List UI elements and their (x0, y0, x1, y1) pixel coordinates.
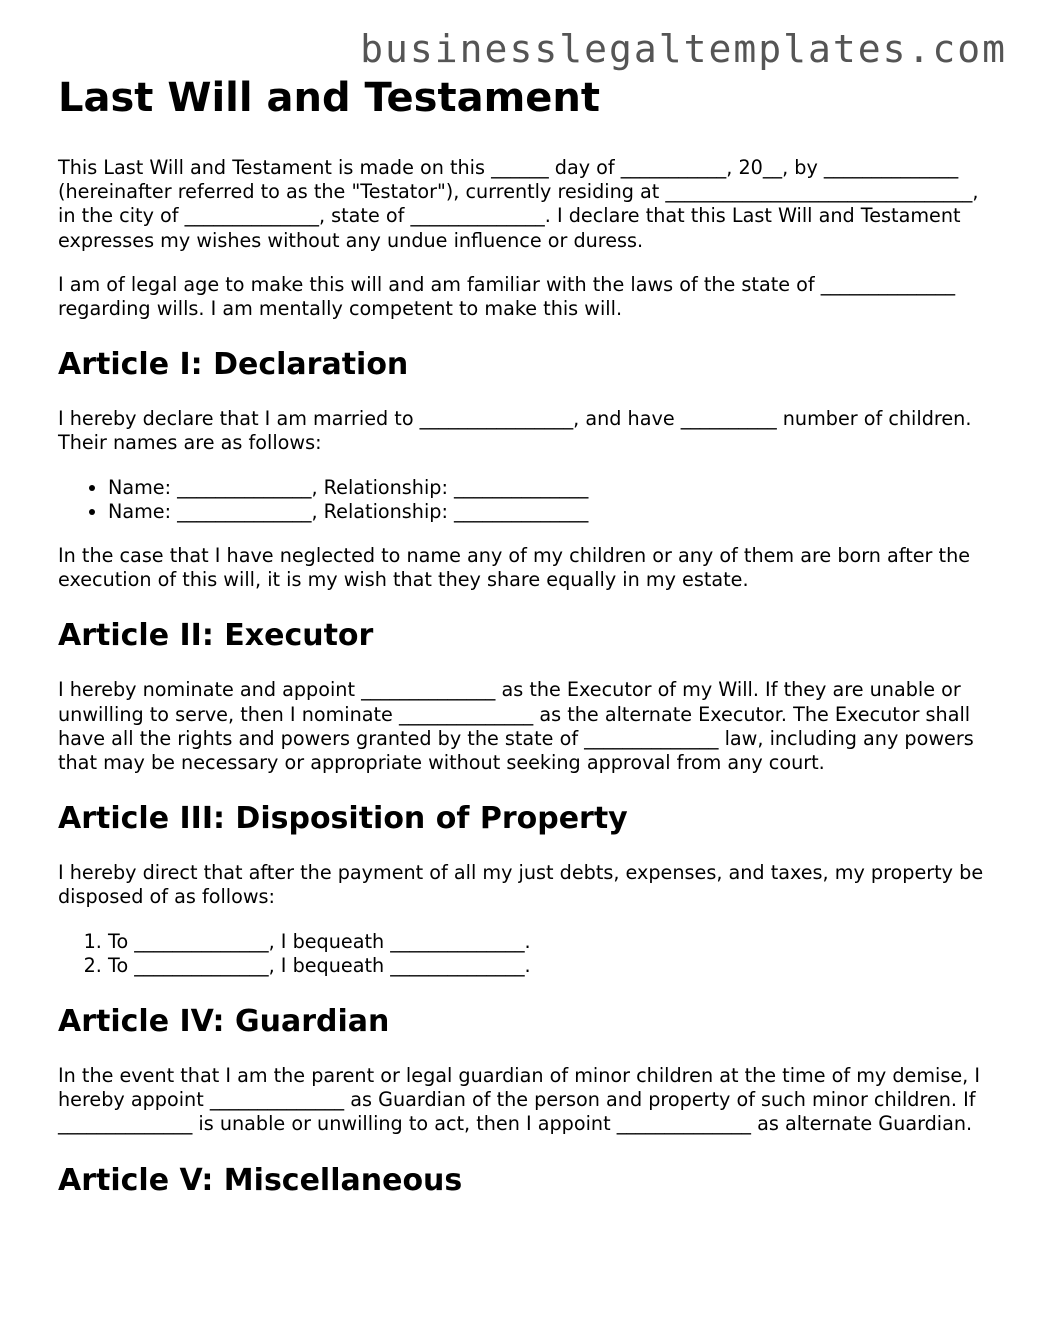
article-paragraph: I hereby nominate and appoint ______________ as the Executor of my Will. If they are unable or unwilling to serve, then I nominate ______________ as the alternate Executor. The Executor shall have all the rights and powers granted by the state of ______________ law, including any powers that may be necessary or appropriate without seeking approval from any court. (58, 678, 974, 775)
article-paragraph: I hereby declare that I am married to ________________, and have __________ number of children. Their names are as follows: (58, 407, 972, 455)
article-heading: Article I: Declaration (58, 347, 409, 383)
article-heading: Article II: Executor (58, 618, 374, 654)
list-item: • Name: ______________, Relationship: ______________ (108, 500, 988, 524)
list-item: • Name: ______________, Relationship: ______________ (108, 476, 988, 500)
bequest-list (58, 930, 988, 978)
article-heading: Article IV: Guardian (58, 1004, 390, 1040)
article-paragraph: In the event that I am the parent or legal guardian of minor children at the time of my demise, I hereby appoint ______________ as Guardian of the person and property of such minor children. If ______________ is unable or unwilling to act, then I appoint ______________ as alternate Guardian. (58, 1064, 981, 1136)
document-body (58, 74, 988, 1223)
intro-paragraph-2: I am of legal age to make this will and am familiar with the laws of the state of ______________ regarding wills. I am mentally competent to make this will. (58, 272, 956, 321)
list-item: 2. To ______________, I bequeath ______________. (108, 954, 988, 978)
watermark: businesslegaltemplates.com (360, 27, 1007, 71)
article-executor (58, 618, 988, 775)
article-guardian (58, 1004, 988, 1137)
children-list (58, 476, 988, 524)
intro-paragraph-1: This Last Will and Testament is made on this ______ day of ___________, 20__, by ______________ (hereinafter referred to as the "Testator"), currently residing at ________________________________, in the city of ______________, state of ______________. I declare that this Last Will and Testament expresses my wishes without any undue influence or duress. (58, 156, 979, 252)
article-miscellaneous (58, 1163, 988, 1199)
article-heading: Article III: Disposition of Property (58, 801, 628, 837)
article-disposition (58, 801, 988, 978)
article-declaration (58, 347, 988, 592)
document-title: Last Will and Testament (58, 75, 600, 121)
list-item: 1. To ______________, I bequeath ______________. (108, 930, 988, 954)
article-heading: Article V: Miscellaneous (58, 1162, 463, 1198)
article-paragraph: In the case that I have neglected to name any of my children or any of them are born after the execution of this will, it is my wish that they share equally in my estate. (58, 544, 971, 592)
article-paragraph: I hereby direct that after the payment of all my just debts, expenses, and taxes, my property be disposed of as follows: (58, 861, 984, 909)
